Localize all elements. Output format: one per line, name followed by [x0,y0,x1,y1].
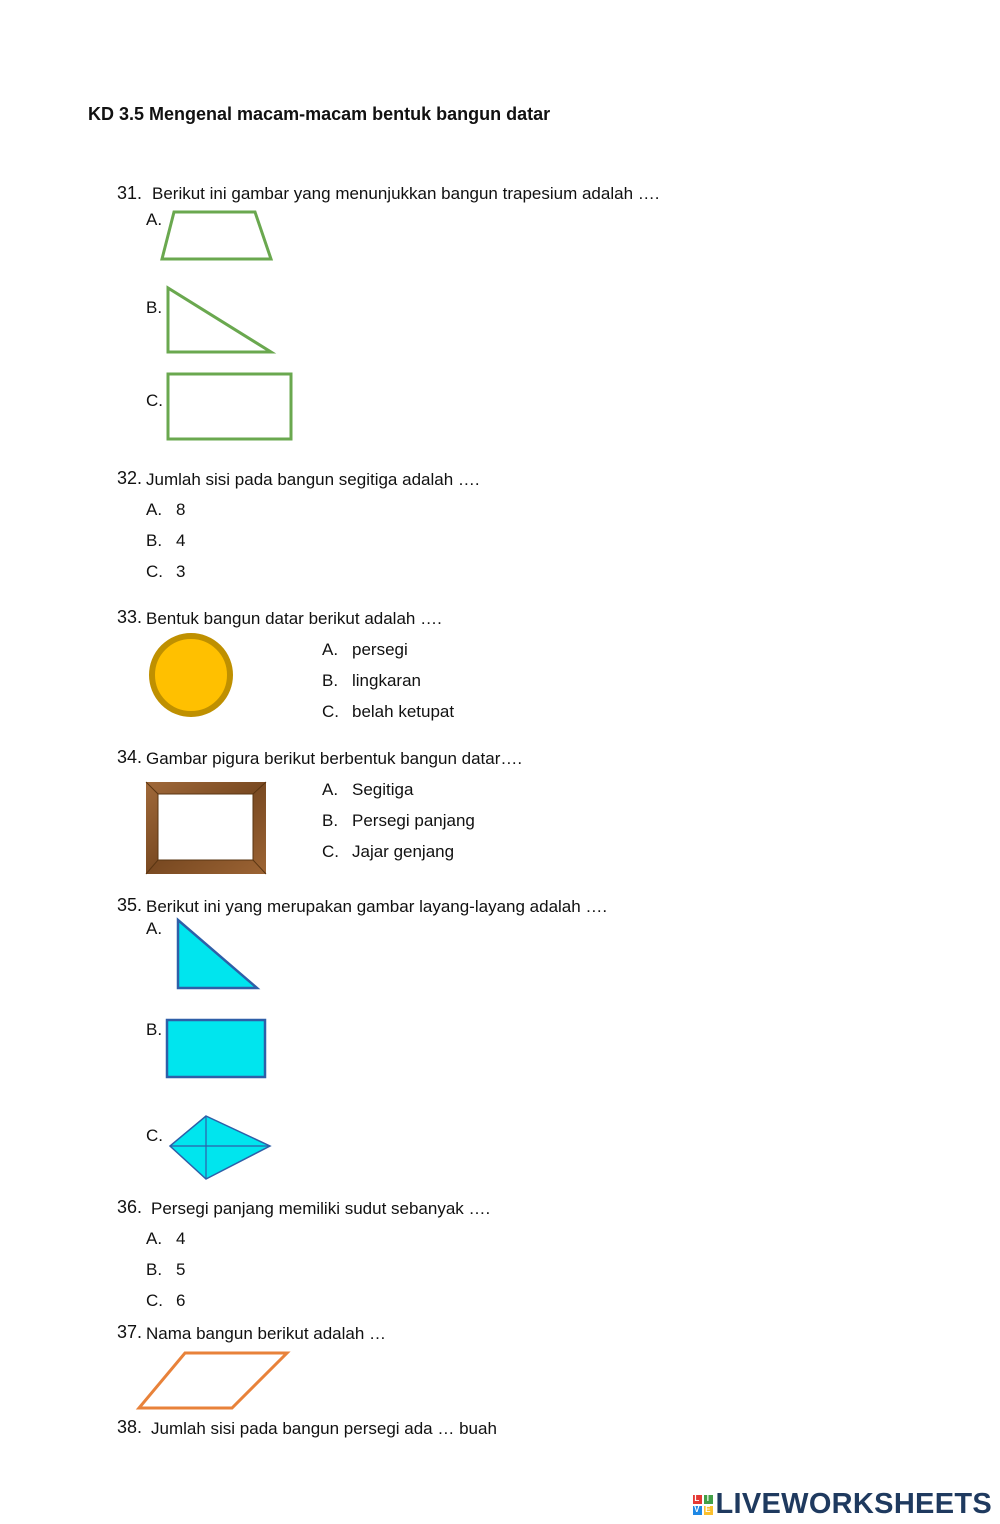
question-35-text: Berikut ini yang merupakan gambar layang-layang adalah …. [146,897,608,916]
right-triangle-shape-cyan[interactable] [176,918,262,992]
q33-option-b[interactable] [322,671,421,691]
question-36-number: 36. [117,1197,143,1217]
option-value: Persegi panjang [352,811,475,830]
trapezoid-shape-green[interactable] [160,210,275,262]
option-letter: C. [322,702,339,721]
option-letter: A. [146,500,163,519]
option-value: belah ketupat [352,702,455,721]
q34-option-c[interactable] [322,842,454,862]
logo-badge-icon [693,1495,713,1515]
option-letter: A. [322,780,339,799]
logo-badge-letter: L [694,1494,700,1503]
question-32-number: 32. [117,468,143,488]
rectangle-shape-cyan[interactable] [165,1018,268,1080]
option-letter: B. [146,1260,163,1279]
question-37-number: 37. [117,1322,143,1342]
q32-option-a[interactable] [146,500,185,520]
question-33-number: 33. [117,607,143,627]
option-value: 8 [176,500,186,519]
option-letter: C. [146,562,163,581]
option-letter: C. [322,842,339,861]
picture-frame-image [146,782,268,876]
q31-option-a-label[interactable]: A. [146,210,163,229]
q31-option-c-label[interactable]: C. [146,391,163,410]
kite-shape-cyan[interactable] [168,1114,273,1182]
option-value: Segitiga [352,780,414,799]
option-letter: C. [146,1291,163,1310]
option-letter: A. [146,1229,163,1248]
q33-option-c[interactable] [322,702,454,722]
option-letter: B. [146,531,163,550]
option-letter: B. [322,671,339,690]
question-34-text: Gambar pigura berikut berbentuk bangun datar…. [146,749,523,768]
q36-option-a[interactable] [146,1229,185,1249]
option-value: 6 [176,1291,186,1310]
q35-option-b-label[interactable]: B. [146,1020,163,1039]
q34-option-b[interactable] [322,811,475,831]
option-value: 4 [176,531,186,550]
q32-option-b[interactable] [146,531,185,551]
question-36-text: Persegi panjang memiliki sudut sebanyak …. [151,1199,491,1218]
question-38-text: Jumlah sisi pada bangun persegi ada … buah [151,1419,497,1438]
q32-option-c[interactable] [146,562,185,582]
option-value: Jajar genjang [352,842,455,861]
rectangle-shape-green[interactable] [166,372,294,442]
option-letter: B. [322,811,339,830]
option-value: 5 [176,1260,186,1279]
q33-option-a[interactable] [322,640,408,660]
option-value: 3 [176,562,186,581]
option-value: 4 [176,1229,186,1248]
right-triangle-shape-green[interactable] [165,285,277,357]
q36-option-c[interactable] [146,1291,185,1311]
question-38-number: 38. [117,1417,143,1437]
logo-badge-letter: E [705,1505,711,1514]
liveworksheets-logo [693,1488,993,1521]
q31-option-b-label[interactable]: B. [146,298,163,317]
question-35-number: 35. [117,895,143,915]
question-31-number: 31. [117,183,143,203]
q36-option-b[interactable] [146,1260,185,1280]
question-31-text: Berikut ini gambar yang menunjukkan bangun trapesium adalah …. [152,184,660,203]
worksheet-title: KD 3.5 Mengenal macam-macam bentuk bangun datar [88,104,551,124]
yellow-circle-image [148,633,234,719]
logo-text: LIVEWORKSHEETS [715,1488,992,1520]
question-37-text: Nama bangun berikut adalah … [146,1324,387,1343]
logo-badge-letter: V [694,1505,700,1514]
option-value: lingkaran [352,671,421,690]
option-letter: A. [322,640,339,659]
q34-option-a[interactable] [322,780,413,800]
option-value: persegi [352,640,408,659]
q35-option-a-label[interactable]: A. [146,919,163,938]
question-32-text: Jumlah sisi pada bangun segitiga adalah …. [146,470,480,489]
question-34-number: 34. [117,747,143,767]
question-33-text: Bentuk bangun datar berikut adalah …. [146,609,442,628]
q35-option-c-label[interactable]: C. [146,1126,163,1145]
logo-badge-letter: I [704,1495,713,1504]
parallelogram-shape-orange [135,1350,291,1412]
